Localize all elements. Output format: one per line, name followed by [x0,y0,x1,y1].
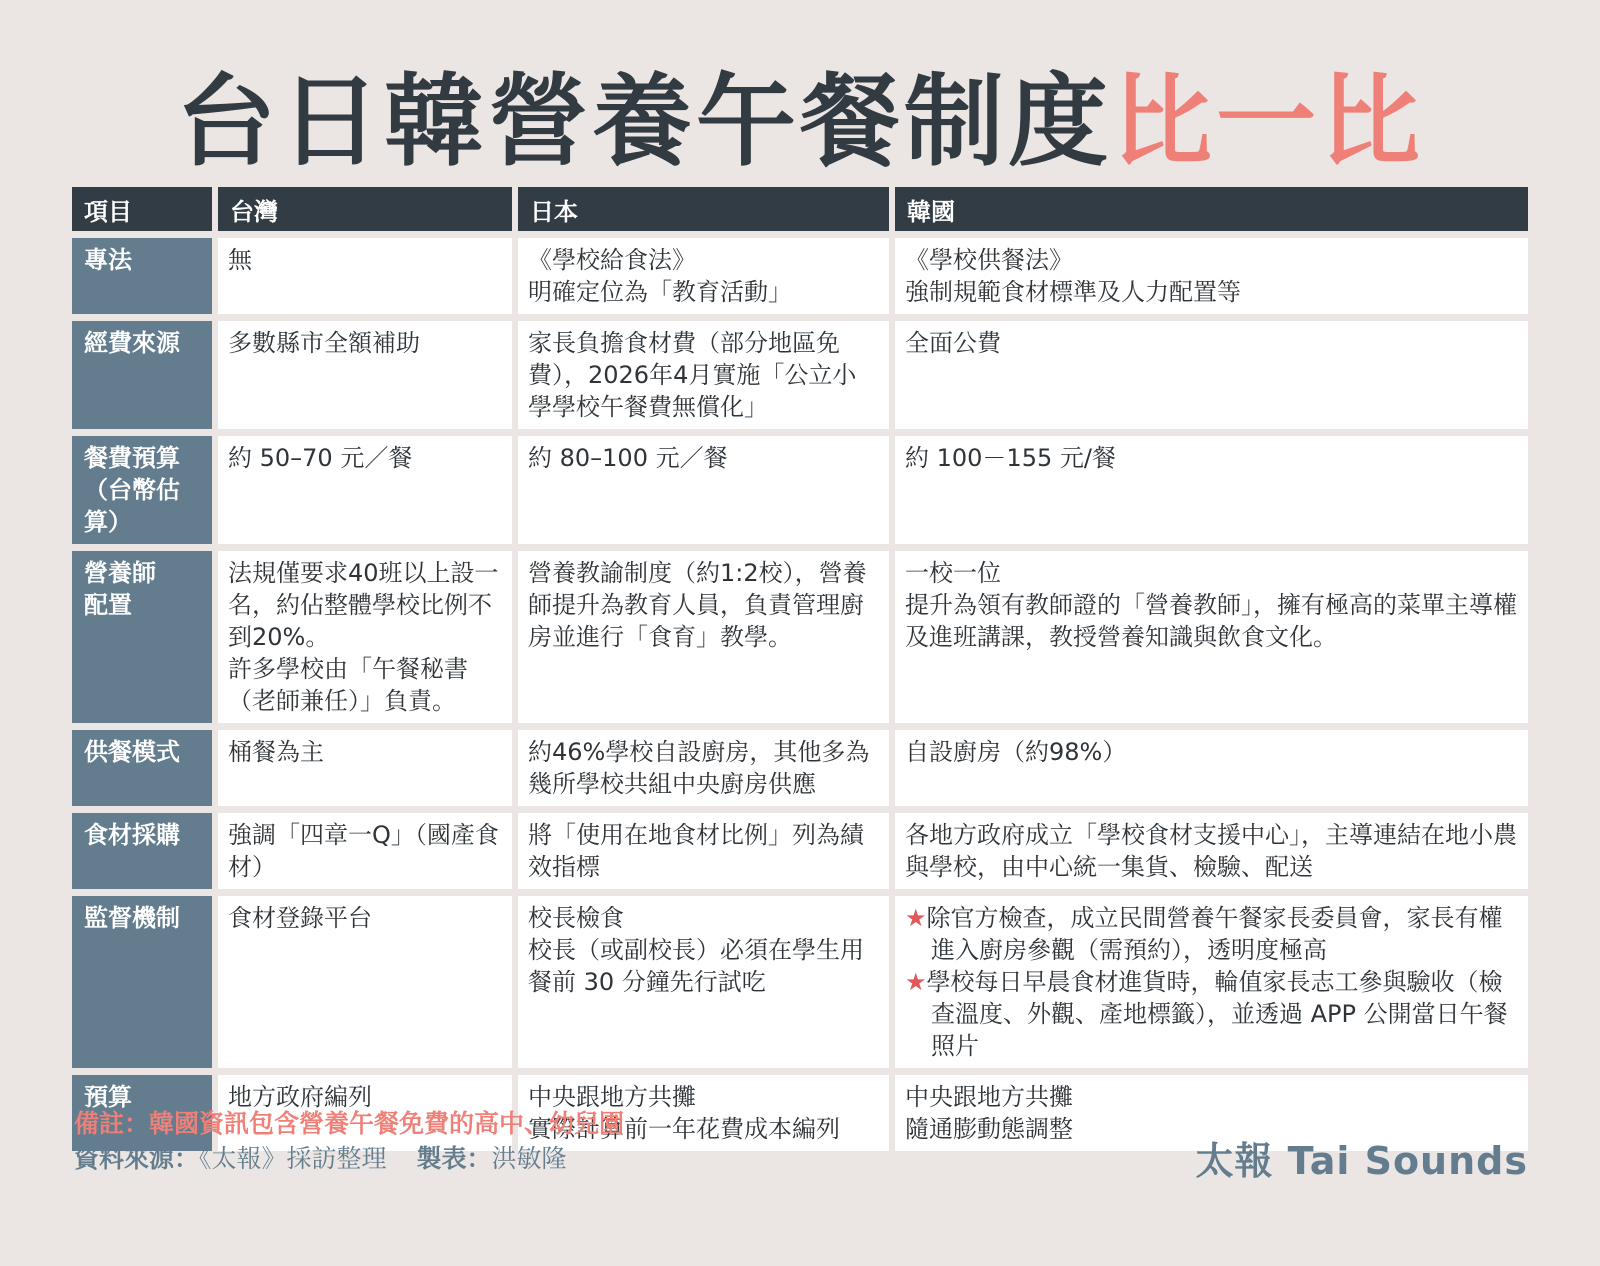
table-row [72,238,1528,314]
row-label: 營養師 配置 [72,551,212,723]
row-label: 專法 [72,238,212,314]
remark-note: 備註：韓國資訊包含營養午餐免費的高中、幼兒園 [74,1109,625,1138]
row-label: 預算 [72,1075,212,1151]
header-taiwan: 台灣 [218,187,512,231]
cell-japan: 約 80–100 元／餐 [518,436,889,544]
cell-japan: 將「使用在地食材比例」列為績效指標 [518,813,889,889]
row-label: 經費來源 [72,321,212,429]
row-label: 監督機制 [72,896,212,1068]
bullet-item: ★學校每日早晨食材進貨時，輪值家長志工參與驗收（檢查溫度、外觀、產地標籤），並透過 APP 公開當日午餐照片 [905,968,1508,1060]
cell-taiwan: 地方政府編列 [218,1075,512,1151]
bullet-item: ★除官方檢查，成立民間營養午餐家長委員會，家長有權進入廚房參觀（需預約），透明度極高 [905,904,1503,964]
cell-korea: 各地方政府成立「學校食材支援中心」，主導連結在地小農與學校，由中心統一集貨、檢驗、配送 [895,813,1528,889]
table-row [72,436,1528,544]
table-row [72,551,1528,723]
cell-korea: 中央跟地方共攤 隨通膨動態調整 [895,1075,1528,1151]
table-row [72,813,1528,889]
source-label: 資料來源： [74,1144,200,1173]
star-icon: ★ [905,904,927,932]
row-label: 供餐模式 [72,730,212,806]
table-row [72,730,1528,806]
cell-taiwan: 食材登錄平台 [218,896,512,1068]
table-row [72,896,1528,1068]
cell-taiwan: 多數縣市全額補助 [218,321,512,429]
cell-japan: 家長負擔食材費（部分地區免費），2026年4月實施「公立小學學校午餐費無償化」 [518,321,889,429]
table-header-row [72,187,1528,231]
cell-korea [895,896,1528,1068]
source-value: 《太報》採訪整理 [199,1144,387,1173]
cell-taiwan: 約 50–70 元／餐 [218,436,512,544]
cell-taiwan: 桶餐為主 [218,730,512,806]
cell-taiwan: 無 [218,238,512,314]
comparison-table [66,180,1534,1158]
cell-japan: 《學校給食法》 明確定位為「教育活動」 [518,238,889,314]
row-label: 餐費預算 （台幣估算） [72,436,212,544]
source-note [74,1139,567,1175]
cell-korea: 一校一位 提升為領有教師證的「營養教師」，擁有極高的菜單主導權及進班講課，教授營養知識與飲食文化。 [895,551,1528,723]
cell-taiwan: 強調「四章一Q」（國產食材） [218,813,512,889]
star-icon: ★ [905,968,927,996]
header-item: 項目 [72,187,212,231]
cell-japan: 約46%學校自設廚房，其他多為幾所學校共組中央廚房供應 [518,730,889,806]
brand-logo: 太報 Tai Sounds [1195,1139,1528,1183]
maker-label: 製表： [416,1144,492,1173]
header-japan: 日本 [518,187,889,231]
cell-taiwan: 法規僅要求40班以上設一名，約佔整體學校比例不到20%。 許多學校由「午餐秘書（老師兼任）」負責。 [218,551,512,723]
cell-korea: 約 100－155 元/餐 [895,436,1528,544]
cell-korea: 《學校供餐法》 強制規範食材標準及人力配置等 [895,238,1528,314]
table-row [72,321,1528,429]
header-korea: 韓國 [895,187,1528,231]
title-accent: 比一比 [1112,63,1424,180]
page-title [0,62,1600,182]
title-main: 台日韓營養午餐制度 [176,63,1112,180]
maker-value: 洪敏隆 [491,1144,567,1173]
cell-japan: 中央跟地方共攤 實際計算前一年花費成本編列 [518,1075,889,1151]
cell-korea: 全面公費 [895,321,1528,429]
cell-japan: 校長檢食 校長（或副校長）必須在學生用餐前 30 分鐘先行試吃 [518,896,889,1068]
cell-japan: 營養教諭制度（約1:2校），營養師提升為教育人員，負責管理廚房並進行「食育」教學。 [518,551,889,723]
row-label: 食材採購 [72,813,212,889]
cell-korea: 自設廚房（約98%） [895,730,1528,806]
